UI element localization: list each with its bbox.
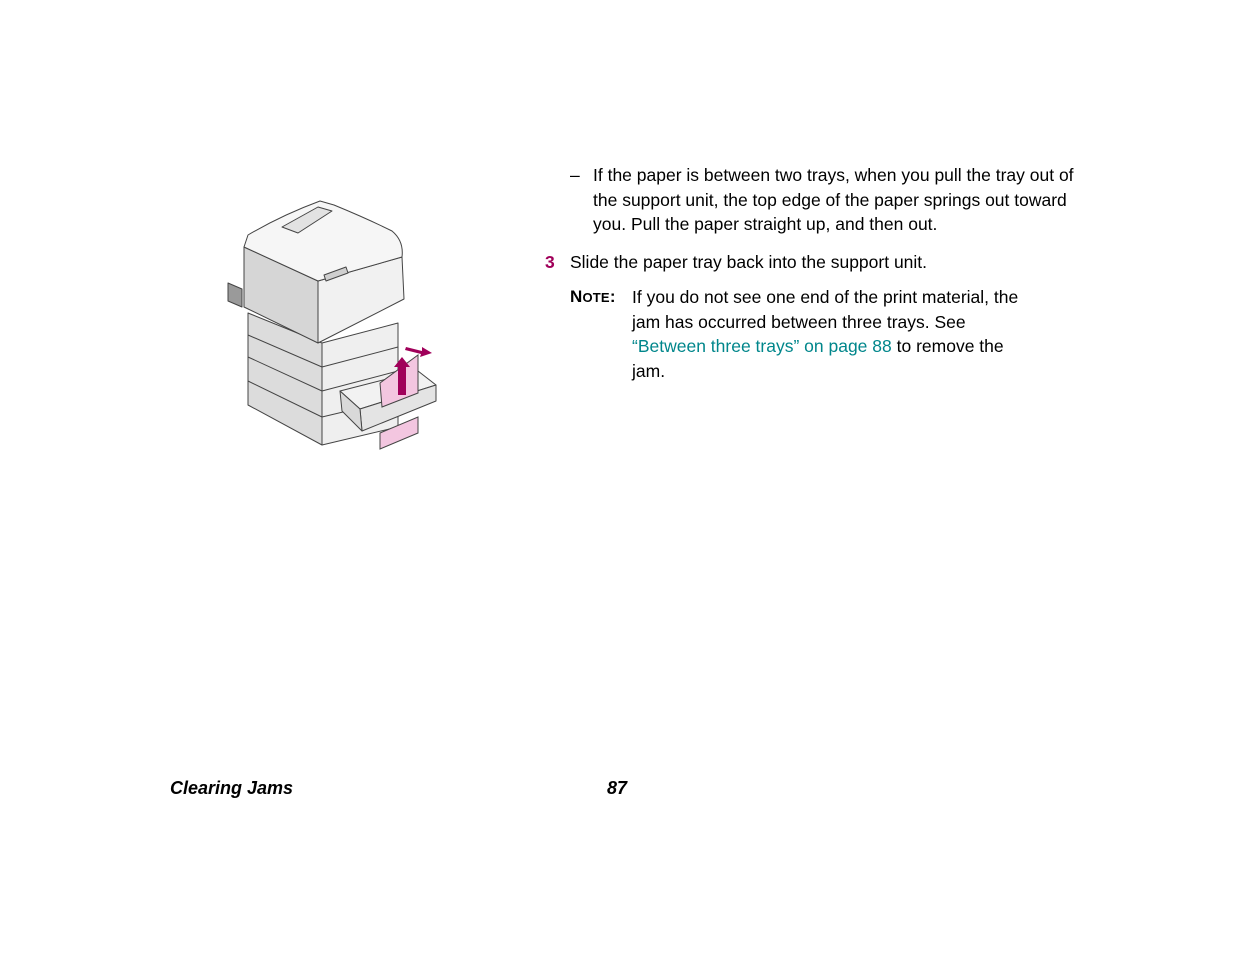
note-label: NOTE: <box>570 287 616 306</box>
footer-page-number: 87 <box>607 778 628 798</box>
main-text <box>545 163 1105 383</box>
note-block <box>570 285 1105 383</box>
step-number: 3 <box>545 251 555 272</box>
footer-section-title: Clearing Jams <box>170 778 294 798</box>
bullet-dash: – <box>570 165 580 185</box>
bullet-item <box>570 163 1105 237</box>
step-text: Slide the paper tray back into the support unit. <box>570 251 928 272</box>
step-3 <box>545 250 1105 275</box>
printer-tray-jam-illustration <box>222 195 444 457</box>
between-three-trays-link[interactable]: “Between three trays” on page 88 <box>632 336 892 356</box>
note-text: If you do not see one end of the print material, the jam has occurred between three trays. See “Between three trays” on page 88 to remove the jam. <box>632 287 1019 381</box>
bullet-text: If the paper is between two trays, when you pull the tray out of the support unit, the top edge of the paper springs out toward you. Pull the paper straight up, and then out. <box>593 165 1074 234</box>
